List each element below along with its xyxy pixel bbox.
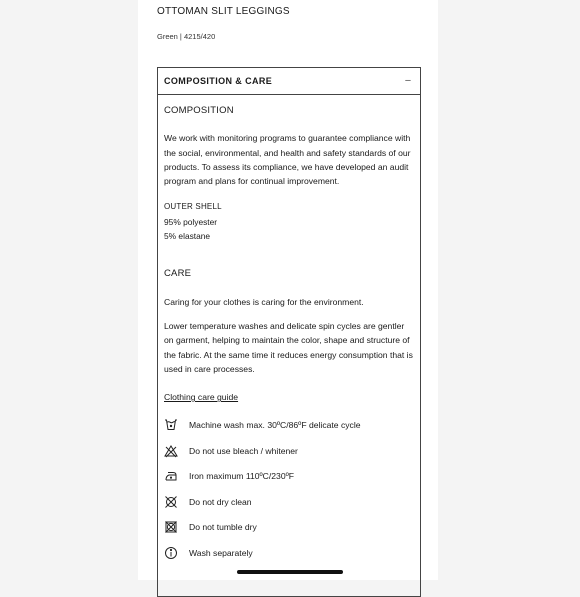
composition-care-panel	[157, 67, 421, 597]
care-item-label: Do not use bleach / whitener	[189, 445, 298, 456]
care-item-no-tumble-dry	[164, 514, 414, 540]
care-item-label: Do not tumble dry	[189, 522, 257, 533]
outer-shell-label: OUTER SHELL	[164, 202, 222, 212]
home-indicator[interactable]	[237, 570, 343, 574]
composition-care-header[interactable]	[158, 68, 420, 95]
panel-title: COMPOSITION & CARE	[164, 76, 273, 86]
care-item-label: Do not dry clean	[189, 496, 252, 507]
care-paragraph-2: Lower temperature washes and delicate spin cycles are gentler on garment, helping to maintain the color, shape and structure of the fabric. At the same time it reduces energy consumption that is used in care processes.	[164, 320, 413, 374]
product-title: OTTOMAN SLIT LEGGINGS	[157, 6, 290, 17]
care-item-no-dry-clean	[164, 489, 414, 515]
care-item-label: Iron maximum 110ºC/230ºF	[189, 471, 294, 482]
care-item-no-bleach	[164, 438, 414, 464]
machine-wash-icon	[164, 418, 178, 432]
no-dry-clean-icon	[164, 495, 178, 509]
composition-title: COMPOSITION	[164, 105, 234, 116]
care-instructions-list	[164, 412, 414, 565]
clothing-care-guide-link[interactable]: Clothing care guide	[164, 392, 239, 403]
care-item-machine-wash	[164, 412, 414, 438]
outer-shell-block	[164, 200, 414, 243]
composition-paragraph: We work with monitoring programs to guarantee compliance with the social, environmental, and health and safety standards of our products. To assess its compliance, we have developed an audit program and plans for continual improvement.	[164, 133, 411, 187]
care-title: CARE	[164, 268, 192, 280]
care-item-wash-separately	[164, 540, 414, 566]
product-color-reference: Green | 4215/420	[157, 32, 216, 41]
iron-icon	[164, 469, 178, 483]
info-icon	[164, 546, 178, 560]
material-elastane: 5% elastane	[164, 231, 211, 242]
care-paragraph-1: Caring for your clothes is caring for the environment.	[164, 296, 364, 307]
material-polyester: 95% polyester	[164, 216, 218, 227]
no-bleach-icon	[164, 444, 178, 458]
care-item-label: Machine wash max. 30ºC/86ºF delicate cycle	[189, 420, 361, 431]
collapse-icon[interactable]: −	[404, 75, 412, 87]
care-item-iron	[164, 463, 414, 489]
care-item-label: Wash separately	[189, 547, 253, 558]
no-tumble-dry-icon	[164, 520, 178, 534]
panel-content	[158, 104, 420, 565]
product-page	[138, 0, 438, 580]
